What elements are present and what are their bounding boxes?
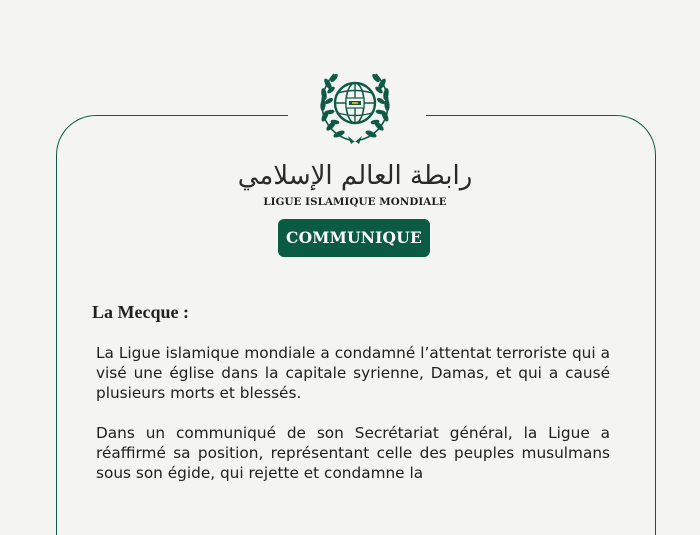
body-text xyxy=(96,343,610,503)
dateline: La Mecque : xyxy=(92,302,189,322)
globe-laurel-icon xyxy=(312,64,398,146)
paragraph: La Ligue islamique mondiale a condamné l’attentat terroriste qui a visé une église dans la capitale syrienne, Damas, et qui a causé plusieurs morts et blessés. xyxy=(96,344,610,402)
communique-badge: COMMUNIQUE xyxy=(278,219,430,257)
arabic-name-text: رابطة العالم الإسلامي xyxy=(237,161,473,191)
paragraph: Dans un communiqué de son Secrétariat général, la Ligue a réaffirmé sa position, représentant celle des peuples musulmans sous son égide, qui rejette et condamne la xyxy=(96,424,610,482)
arabic-calligraphy-logo xyxy=(237,154,473,194)
organization-name: LIGUE ISLAMIQUE MONDIALE xyxy=(263,196,447,208)
